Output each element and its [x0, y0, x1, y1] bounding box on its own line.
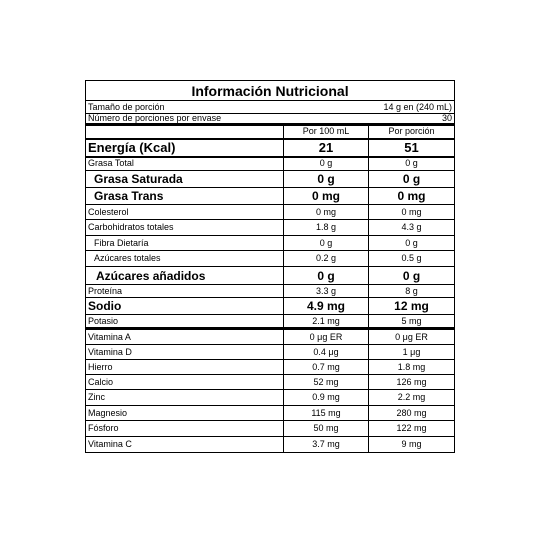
col-per-portion-header: Por porción: [369, 125, 455, 139]
vitamin-a-per-portion: 0 μg ER: [369, 329, 455, 345]
carbs-per-100: 1.8 g: [284, 220, 369, 236]
portion-value: 14 g en (240 mL): [369, 101, 455, 114]
magnesium-per-100: 115 mg: [284, 406, 369, 421]
vitamin-c-row: [86, 437, 455, 453]
calcium-row: [86, 375, 455, 390]
sugars-row: [86, 251, 455, 267]
fiber-label: Fibra Dietaría: [86, 236, 284, 251]
energy-per-portion: 51: [369, 139, 455, 157]
energy-per-100: 21: [284, 139, 369, 157]
vitamin-d-row: [86, 345, 455, 360]
phosphorus-label: Fósforo: [86, 421, 284, 437]
protein-row: [86, 285, 455, 298]
zinc-row: [86, 390, 455, 406]
protein-label: Proteína: [86, 285, 284, 298]
calcium-per-portion: 126 mg: [369, 375, 455, 390]
vitamin-a-per-100: 0 μg ER: [284, 329, 369, 345]
fiber-per-portion: 0 g: [369, 236, 455, 251]
title-row: [86, 81, 455, 101]
sodium-label: Sodio: [86, 298, 284, 315]
magnesium-per-portion: 280 mg: [369, 406, 455, 421]
fat-per-portion: 0 g: [369, 157, 455, 171]
vitamin-d-per-100: 0.4 μg: [284, 345, 369, 360]
fiber-row: [86, 236, 455, 251]
servings-value: 30: [369, 114, 455, 125]
vitamin-a-row: [86, 329, 455, 345]
added-sugars-row: [86, 267, 455, 285]
potassium-per-100: 2.1 mg: [284, 315, 369, 329]
cholesterol-per-portion: 0 mg: [369, 205, 455, 220]
zinc-per-100: 0.9 mg: [284, 390, 369, 406]
col-per-100-header: Por 100 mL: [284, 125, 369, 139]
vitamin-d-label: Vitamina D: [86, 345, 284, 360]
fiber-per-100: 0 g: [284, 236, 369, 251]
portion-label: Tamaño de porción: [86, 101, 369, 114]
servings-row: [86, 114, 455, 125]
calcium-label: Calcio: [86, 375, 284, 390]
added-sugars-per-100: 0 g: [284, 267, 369, 285]
potassium-per-portion: 5 mg: [369, 315, 455, 329]
sat-fat-per-portion: 0 g: [369, 171, 455, 188]
sat-fat-per-100: 0 g: [284, 171, 369, 188]
protein-per-portion: 8 g: [369, 285, 455, 298]
fat-row: [86, 157, 455, 171]
sodium-per-100: 4.9 mg: [284, 298, 369, 315]
carbs-per-portion: 4.3 g: [369, 220, 455, 236]
sugars-per-portion: 0.5 g: [369, 251, 455, 267]
cholesterol-per-100: 0 mg: [284, 205, 369, 220]
zinc-per-portion: 2.2 mg: [369, 390, 455, 406]
panel-title: Información Nutricional: [86, 81, 455, 101]
trans-fat-per-portion: 0 mg: [369, 188, 455, 205]
columns-header-blank: [86, 125, 284, 139]
iron-row: [86, 360, 455, 375]
cholesterol-row: [86, 205, 455, 220]
trans-fat-row: [86, 188, 455, 205]
magnesium-row: [86, 406, 455, 421]
sodium-per-portion: 12 mg: [369, 298, 455, 315]
vitamin-d-per-portion: 1 μg: [369, 345, 455, 360]
sat-fat-row: [86, 171, 455, 188]
calcium-per-100: 52 mg: [284, 375, 369, 390]
energy-row: [86, 139, 455, 157]
sugars-label: Azúcares totales: [86, 251, 284, 267]
carbs-label: Carbohidratos totales: [86, 220, 284, 236]
potassium-label: Potasio: [86, 315, 284, 329]
vitamin-c-label: Vitamina C: [86, 437, 284, 453]
fat-label: Grasa Total: [86, 157, 284, 171]
magnesium-label: Magnesio: [86, 406, 284, 421]
phosphorus-per-portion: 122 mg: [369, 421, 455, 437]
energy-label: Energía (Kcal): [86, 139, 284, 157]
vitamin-c-per-portion: 9 mg: [369, 437, 455, 453]
carbs-row: [86, 220, 455, 236]
columns-header-row: [86, 125, 455, 139]
nutrition-table: [85, 80, 455, 453]
servings-label: Número de porciones por envase: [86, 114, 369, 125]
trans-fat-per-100: 0 mg: [284, 188, 369, 205]
potassium-row: [86, 315, 455, 329]
iron-per-100: 0.7 mg: [284, 360, 369, 375]
nutrition-facts-panel: [85, 80, 454, 453]
protein-per-100: 3.3 g: [284, 285, 369, 298]
portion-row: [86, 101, 455, 114]
phosphorus-per-100: 50 mg: [284, 421, 369, 437]
cholesterol-label: Colesterol: [86, 205, 284, 220]
sodium-row: [86, 298, 455, 315]
iron-label: Hierro: [86, 360, 284, 375]
sat-fat-label: Grasa Saturada: [86, 171, 284, 188]
zinc-label: Zinc: [86, 390, 284, 406]
sugars-per-100: 0.2 g: [284, 251, 369, 267]
added-sugars-per-portion: 0 g: [369, 267, 455, 285]
vitamin-c-per-100: 3.7 mg: [284, 437, 369, 453]
vitamin-a-label: Vitamina A: [86, 329, 284, 345]
fat-per-100: 0 g: [284, 157, 369, 171]
iron-per-portion: 1.8 mg: [369, 360, 455, 375]
added-sugars-label: Azúcares añadidos: [86, 267, 284, 285]
trans-fat-label: Grasa Trans: [86, 188, 284, 205]
phosphorus-row: [86, 421, 455, 437]
